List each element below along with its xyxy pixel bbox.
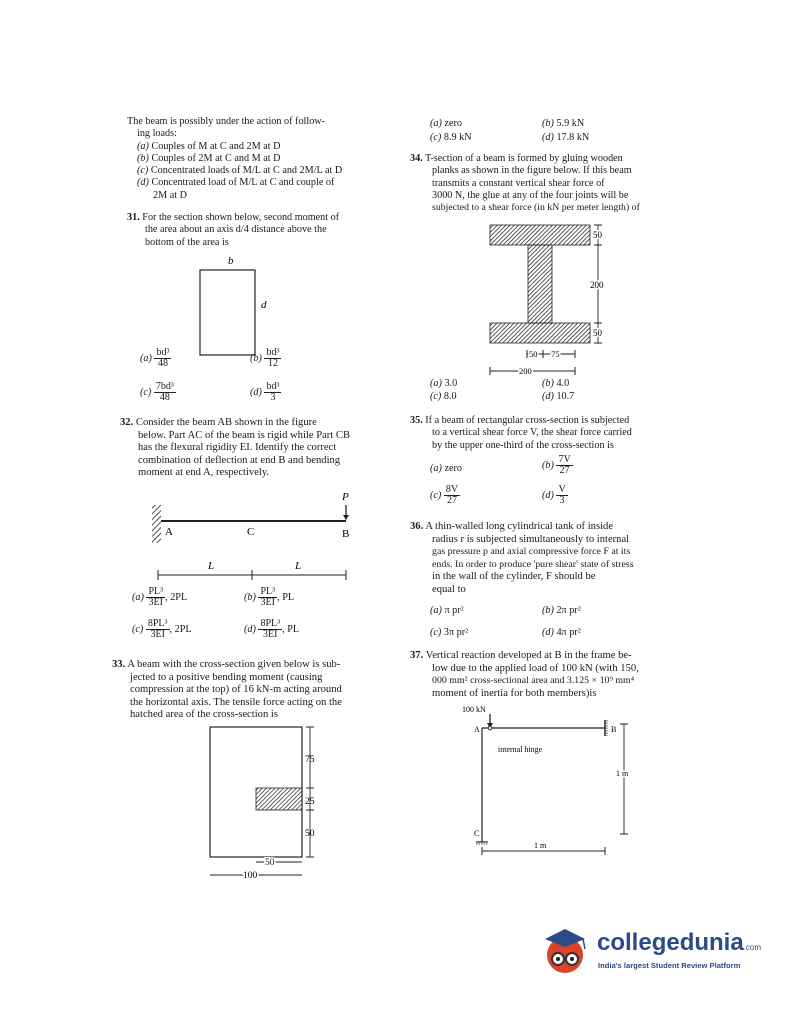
dim-75-width: 75 — [551, 349, 560, 359]
question-text: the area about an axis d/4 distance above the — [145, 224, 327, 236]
option-c: 3π pr² — [443, 627, 469, 638]
frac-den: 3EI — [263, 629, 278, 640]
brand-text: collegedunia — [597, 929, 744, 956]
option-d: 4π pr² — [556, 627, 581, 638]
fixed-support — [152, 505, 161, 543]
question-32 — [120, 417, 400, 480]
frac-num: bd³ — [156, 347, 170, 358]
option-tail: , PL — [277, 591, 295, 603]
mascot-icon — [535, 925, 595, 980]
question-text: ends. In order to produce 'pure shear' state of stress — [432, 558, 634, 570]
question-text: Consider the beam AB shown in the figure — [135, 417, 317, 428]
question-text: transmits a constant vertical shear force of — [432, 177, 605, 189]
option-tail: , 2PL — [169, 623, 192, 635]
intro-option-d-cont: 2M at D — [153, 189, 187, 201]
option-a: zero — [444, 118, 462, 129]
question-text: combination of deflection at end B and bending — [138, 454, 341, 466]
q31-rectangle-figure — [190, 250, 280, 360]
frac-num: 8V — [445, 484, 459, 495]
eye-icon — [570, 957, 574, 961]
option-a: zero — [444, 463, 462, 474]
option-c: 8.9 kN — [443, 132, 472, 143]
label-B: B — [611, 725, 617, 734]
question-text: compression at the top) of 16 kN-m acting around — [130, 684, 342, 695]
question-text: Vertical reaction developed at B in the frame be- — [425, 650, 632, 661]
intro-line: The beam is possibly under the action of follow- — [127, 116, 326, 127]
q36-options: (a) π pr² (b) 2π pr² (c) 3π pr² (d) 4π pr² — [430, 605, 581, 638]
frac-num: 8PL³ — [147, 618, 168, 629]
dim-50-horizontal: 50 — [265, 858, 275, 868]
frac-num: bd³ — [266, 381, 280, 392]
q37-frame-figure — [450, 702, 650, 862]
intro-option-a: Couples of M at C and 2M at D — [151, 140, 281, 152]
label-C: C — [474, 829, 480, 838]
question-text: subjected to a shear force (in kN per meter length) of — [432, 202, 640, 214]
question-text: moment at end A, respectively. — [138, 467, 270, 478]
question-text: jected to a positive bending moment (causing — [130, 671, 323, 683]
dim-height: 1 m — [616, 769, 629, 778]
q33-options: (a) zero (b) 5.9 kN (c) 8.9 kN (d) 17.8 kN — [430, 118, 590, 143]
intro-option-d: Concentrated load of M/L at C and couple of — [151, 177, 335, 189]
question-text: bottom of the area is — [145, 236, 229, 248]
question-text: 000 mm² cross-sectional area and 3.125 × 10⁹ mm⁴ — [432, 675, 635, 686]
option-a: π pr² — [444, 605, 464, 616]
question-text: low due to the applied load of 100 kN (with 150, — [432, 662, 639, 674]
question-text: equal to — [432, 583, 466, 595]
question-number: 35. — [410, 415, 423, 426]
dim-50-bottom: 50 — [593, 328, 602, 338]
frac-den: 12 — [267, 358, 278, 369]
question-number: 31. — [127, 212, 140, 223]
dim-width: 1 m — [534, 841, 547, 850]
frac-den: 3EI — [260, 597, 275, 608]
label-A: A — [474, 725, 480, 734]
internal-hinge — [488, 726, 492, 730]
option-b: 2π pr² — [556, 605, 581, 616]
cap-tassel — [583, 939, 585, 949]
q31-label-d: d — [261, 299, 267, 311]
q33-cross-section-figure — [205, 722, 330, 887]
frac-num: PL³ — [148, 586, 164, 597]
question-33 — [112, 659, 392, 722]
label-load: 100 kN — [462, 705, 486, 714]
intro-line: ing loads: — [137, 128, 177, 140]
question-37 — [410, 650, 680, 700]
option-a: 3.0 — [444, 378, 458, 389]
dim-75: 75 — [305, 755, 315, 765]
question-text: For the section shown below, second moment of — [142, 212, 340, 223]
question-number: 37. — [410, 650, 424, 661]
intro-text: The beam is possibly under the action of follow- ing loads: (a) Couples of M at C and 2M at D (b) Couples of 2M at C and M at D (c) Concentrated loads of M/L at C and 2M/L at D (d) Concentrated load of M/L at C and couple of 2M at D — [127, 116, 397, 202]
label-L2: L — [295, 560, 302, 572]
option-d: 17.8 kN — [556, 132, 590, 143]
label-internal-hinge: internal hinge — [498, 745, 543, 754]
q35-options: (a) zero (b) $\frac{7V}{27}$ (c) $\frac{8V}{27}$ (d) $\frac{V}{3}$ — [430, 454, 571, 506]
hatched-area — [256, 788, 302, 810]
collegedunia-logo — [535, 925, 775, 985]
dim-100: 100 — [243, 871, 258, 881]
question-text: radius r is subjected simultaneously to internal — [432, 533, 630, 545]
question-text: A thin-walled long cylindrical tank of inside — [425, 521, 614, 532]
frac-num: bd³ — [266, 347, 280, 358]
intro-option-b: Couples of 2M at C and M at D — [151, 152, 281, 164]
frac-num: 8PL³ — [260, 618, 281, 629]
dim-200: 200 — [590, 280, 604, 290]
question-34 — [410, 153, 680, 214]
frac-den: 48 — [159, 392, 170, 403]
option-b: 4.0 — [556, 378, 570, 389]
dim-200-width: 200 — [519, 366, 532, 376]
option-d: 10.7 — [556, 391, 575, 402]
frac-den: 48 — [157, 358, 168, 369]
question-text: moment of inertia for both members)is — [432, 687, 597, 699]
dim-25: 25 — [305, 797, 315, 807]
q31-rectangle — [200, 270, 255, 355]
frac-den: 3 — [559, 495, 565, 506]
q31-options: (a) $\frac{\text{bd³}}{48}$ (b) $\frac{\text{bd³}}{12}$ (c) $\frac{\text{7bd³}}{48}$ (d) $\frac{\text{bd³}}{3}$ — [140, 347, 280, 403]
question-number: 32. — [120, 417, 134, 428]
question-text: If a beam of rectangular cross-section is subjected — [425, 415, 630, 426]
question-text: planks as shown in the figure below. If this beam — [432, 165, 632, 177]
label-L1: L — [208, 560, 215, 572]
question-text: in the wall of the cylinder, F should be — [432, 571, 596, 582]
web — [528, 245, 552, 323]
question-text: gas pressure p and axial compressive force F at its — [432, 546, 631, 557]
q31-label-b: b — [228, 255, 234, 267]
question-text: below. Part AC of the beam is rigid while Part CB — [138, 429, 351, 441]
q32-options: (a) $\frac{\text{PL³}}{3EI}$ , 2PL (b) $\frac{\text{PL³}}{3EI}$ , PL (c) $\frac{\text{8PL³}}{3EI}$ , 2PL (d) $\frac{\text{8PL³}}{3EI}$ , PL — [132, 586, 300, 640]
frac-num: PL³ — [260, 586, 276, 597]
label-P: P — [342, 491, 349, 503]
question-text: A beam with the cross-section given below is sub- — [127, 659, 341, 670]
question-text: T-section of a beam is formed by gluing wooden — [425, 153, 623, 164]
brand-name — [597, 929, 761, 957]
frac-den: 3EI — [148, 597, 163, 608]
question-35 — [410, 415, 680, 452]
q32-beam-figure — [150, 487, 370, 587]
question-number: 34. — [410, 153, 423, 164]
label-C: C — [247, 526, 255, 538]
option-tail: , PL — [282, 623, 300, 635]
frac-den: 3 — [270, 392, 276, 403]
label-A: A — [165, 526, 173, 538]
question-text: to a vertical shear force V, the shear force carried — [432, 427, 632, 439]
question-text: has the flexural rigidity EI. Identify the correct — [138, 442, 337, 453]
frac-den: 27 — [446, 495, 457, 506]
dim-50-top: 50 — [593, 230, 602, 240]
question-36 — [410, 521, 680, 596]
label-B: B — [342, 528, 350, 540]
frac-den: 3EI — [150, 629, 165, 640]
bottom-flange — [490, 323, 590, 343]
question-number: 36. — [410, 521, 424, 532]
frac-num: 7bd³ — [155, 381, 174, 392]
option-c: 8.0 — [443, 391, 457, 402]
q34-t-section-figure — [485, 220, 625, 380]
dim-50-vertical: 50 — [305, 829, 315, 839]
option-tail: , 2PL — [165, 591, 188, 603]
brand-tagline: India's largest Student Review Platform — [598, 961, 741, 970]
question-text: by the upper one-third of the cross-section is — [432, 439, 614, 451]
brand-suffix: .com — [743, 943, 762, 952]
option-b: 5.9 kN — [556, 118, 585, 129]
q34-options: (a) 3.0 (b) 4.0 (c) 8.0 (d) 10.7 — [430, 378, 575, 402]
frac-num: V — [558, 484, 566, 495]
frac-num: 7V — [558, 454, 571, 465]
question-number: 33. — [112, 659, 126, 670]
frac-den: 27 — [559, 465, 570, 476]
question-text: 3000 N, the glue at any of the four joints will be — [432, 189, 629, 201]
top-flange — [490, 225, 590, 245]
load-arrowhead — [343, 515, 349, 520]
question-text: the horizontal axis. The tensile force acting on the — [130, 696, 342, 708]
intro-option-c: Concentrated loads of M/L at C and 2M/L at D — [150, 165, 343, 177]
eye-icon — [556, 957, 560, 961]
question-31 — [127, 212, 397, 249]
dim-50-width: 50 — [529, 349, 538, 359]
question-text: hatched area of the cross-section is — [130, 709, 278, 720]
